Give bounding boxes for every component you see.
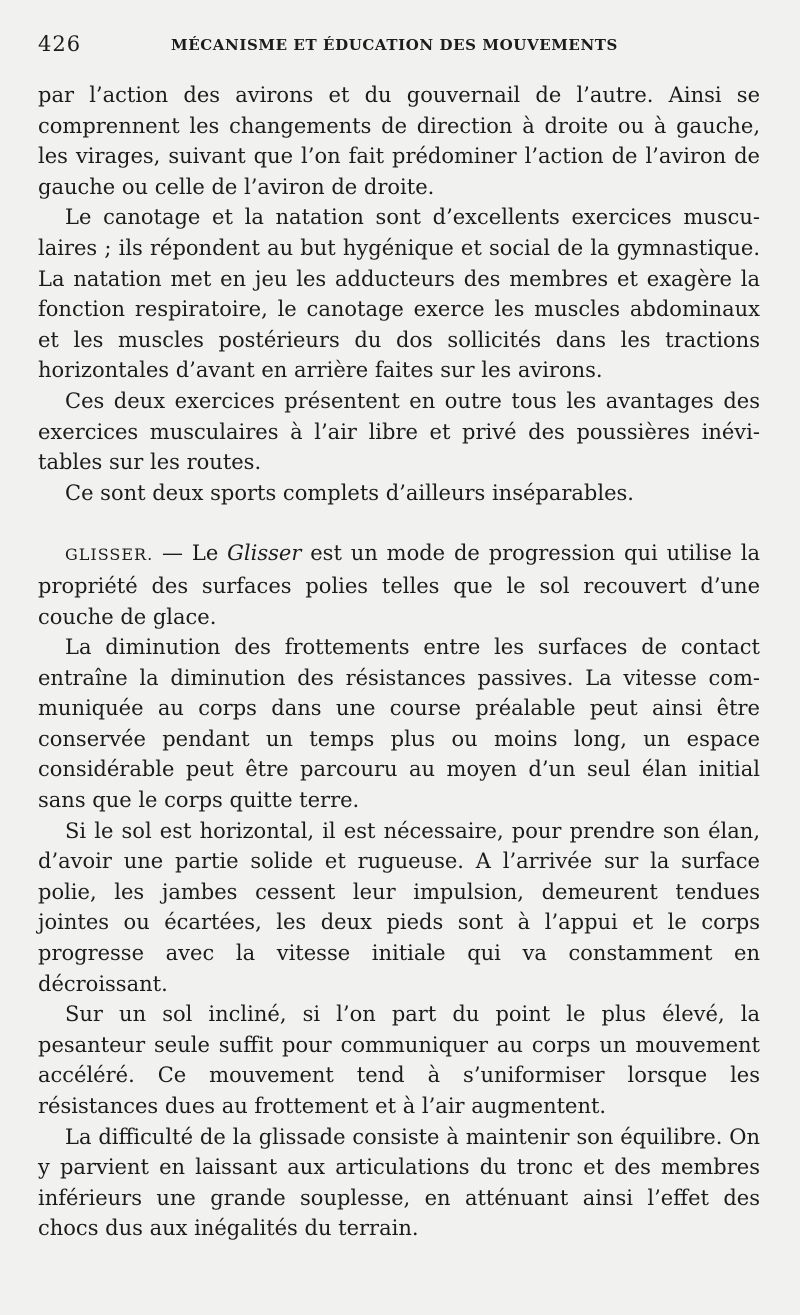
paragraph-canotage-natation: Le canotage et la natation sont d’excellents exercices musculaires ; ils répondent au but hygénique et social de la gymnastique. La natation met en jeu les adducteurs des membres et exagère la fonction respiratoire, le canotage exerce les muscles abdominaux et les muscles postérieurs du dos sollicités dans les tractions horizontales d’avant en arrière faites sur les avirons. (38, 205, 760, 383)
running-head (38, 32, 760, 62)
paragraph-sol-incline: Sur un sol incliné, si l’on part du point le plus élevé, la pesanteur seule suffit pour communiquer au corps un mouvement accéléré. Ce mouvement tend à s’uniformiser lorsque les résistances dues au frottement et à l’air augmentent. (38, 1002, 760, 1118)
running-title: MÉCANISME ET ÉDUCATION DES MOUVEMENTS (171, 36, 618, 54)
section-heading: GLISSER. (65, 545, 154, 565)
paragraph-equilibre: La difficulté de la glissade consiste à maintenir son équilibre. On y parvient en laissant aux articulations du tronc et des membres inférieurs une grande souplesse, en atténuant ainsi l’effet des chocs dus aux inégalités du terrain. (38, 1124, 760, 1241)
paragraph-sol-horizontal: Si le sol est horizontal, il est nécessaire, pour prendre son élan, d’avoir une partie solide et rugueuse. A l’arrivée sur la surface polie, les jambes cessent leur impulsion, demeurent tendues jointes ou écartées, les deux pieds sont à l’appui et le corps progresse avec la vitesse initiale qui va constamment en décroissant. (38, 818, 760, 996)
section-term: Glisser (227, 541, 302, 566)
paragraph-avantages: Ces deux exercices présentent en outre tous les avantages des exercices musculaires à l’air libre et privé des poussières inévitables sur les routes. (38, 388, 760, 475)
body-text (38, 80, 760, 1244)
section-lead-text: est un mode de progression qui utilise la propriété des surfaces polies telles que le sol recouvert d’une couche de glace. (38, 541, 760, 629)
section-spacer (38, 508, 760, 538)
paragraph-sports-complets: Ce sont deux sports complets d’ailleurs inséparables. (65, 480, 634, 505)
paragraph-continued: par l’action des avirons et du gouvernail de l’autre. Ainsi se comprennent les changements de direction à droite ou à gauche, les virages, suivant que l’on fait prédominer l’action de l’aviron de gauche ou celle de l’aviron de droite. (38, 83, 760, 199)
paragraph-frottements: La diminution des frottements entre les surfaces de contact entraîne la diminution des résistances passives. La vitesse communiquée au corps dans une course préalable peut ainsi être conservée pendant un temps plus ou moins long, un espace considérable peut être parcouru au moyen d’un seul élan initial sans que le corps quitte terre. (38, 635, 760, 813)
page-number: 426 (38, 32, 82, 56)
section-dash: — Le (153, 541, 228, 566)
section-lead-paragraph (38, 538, 760, 632)
